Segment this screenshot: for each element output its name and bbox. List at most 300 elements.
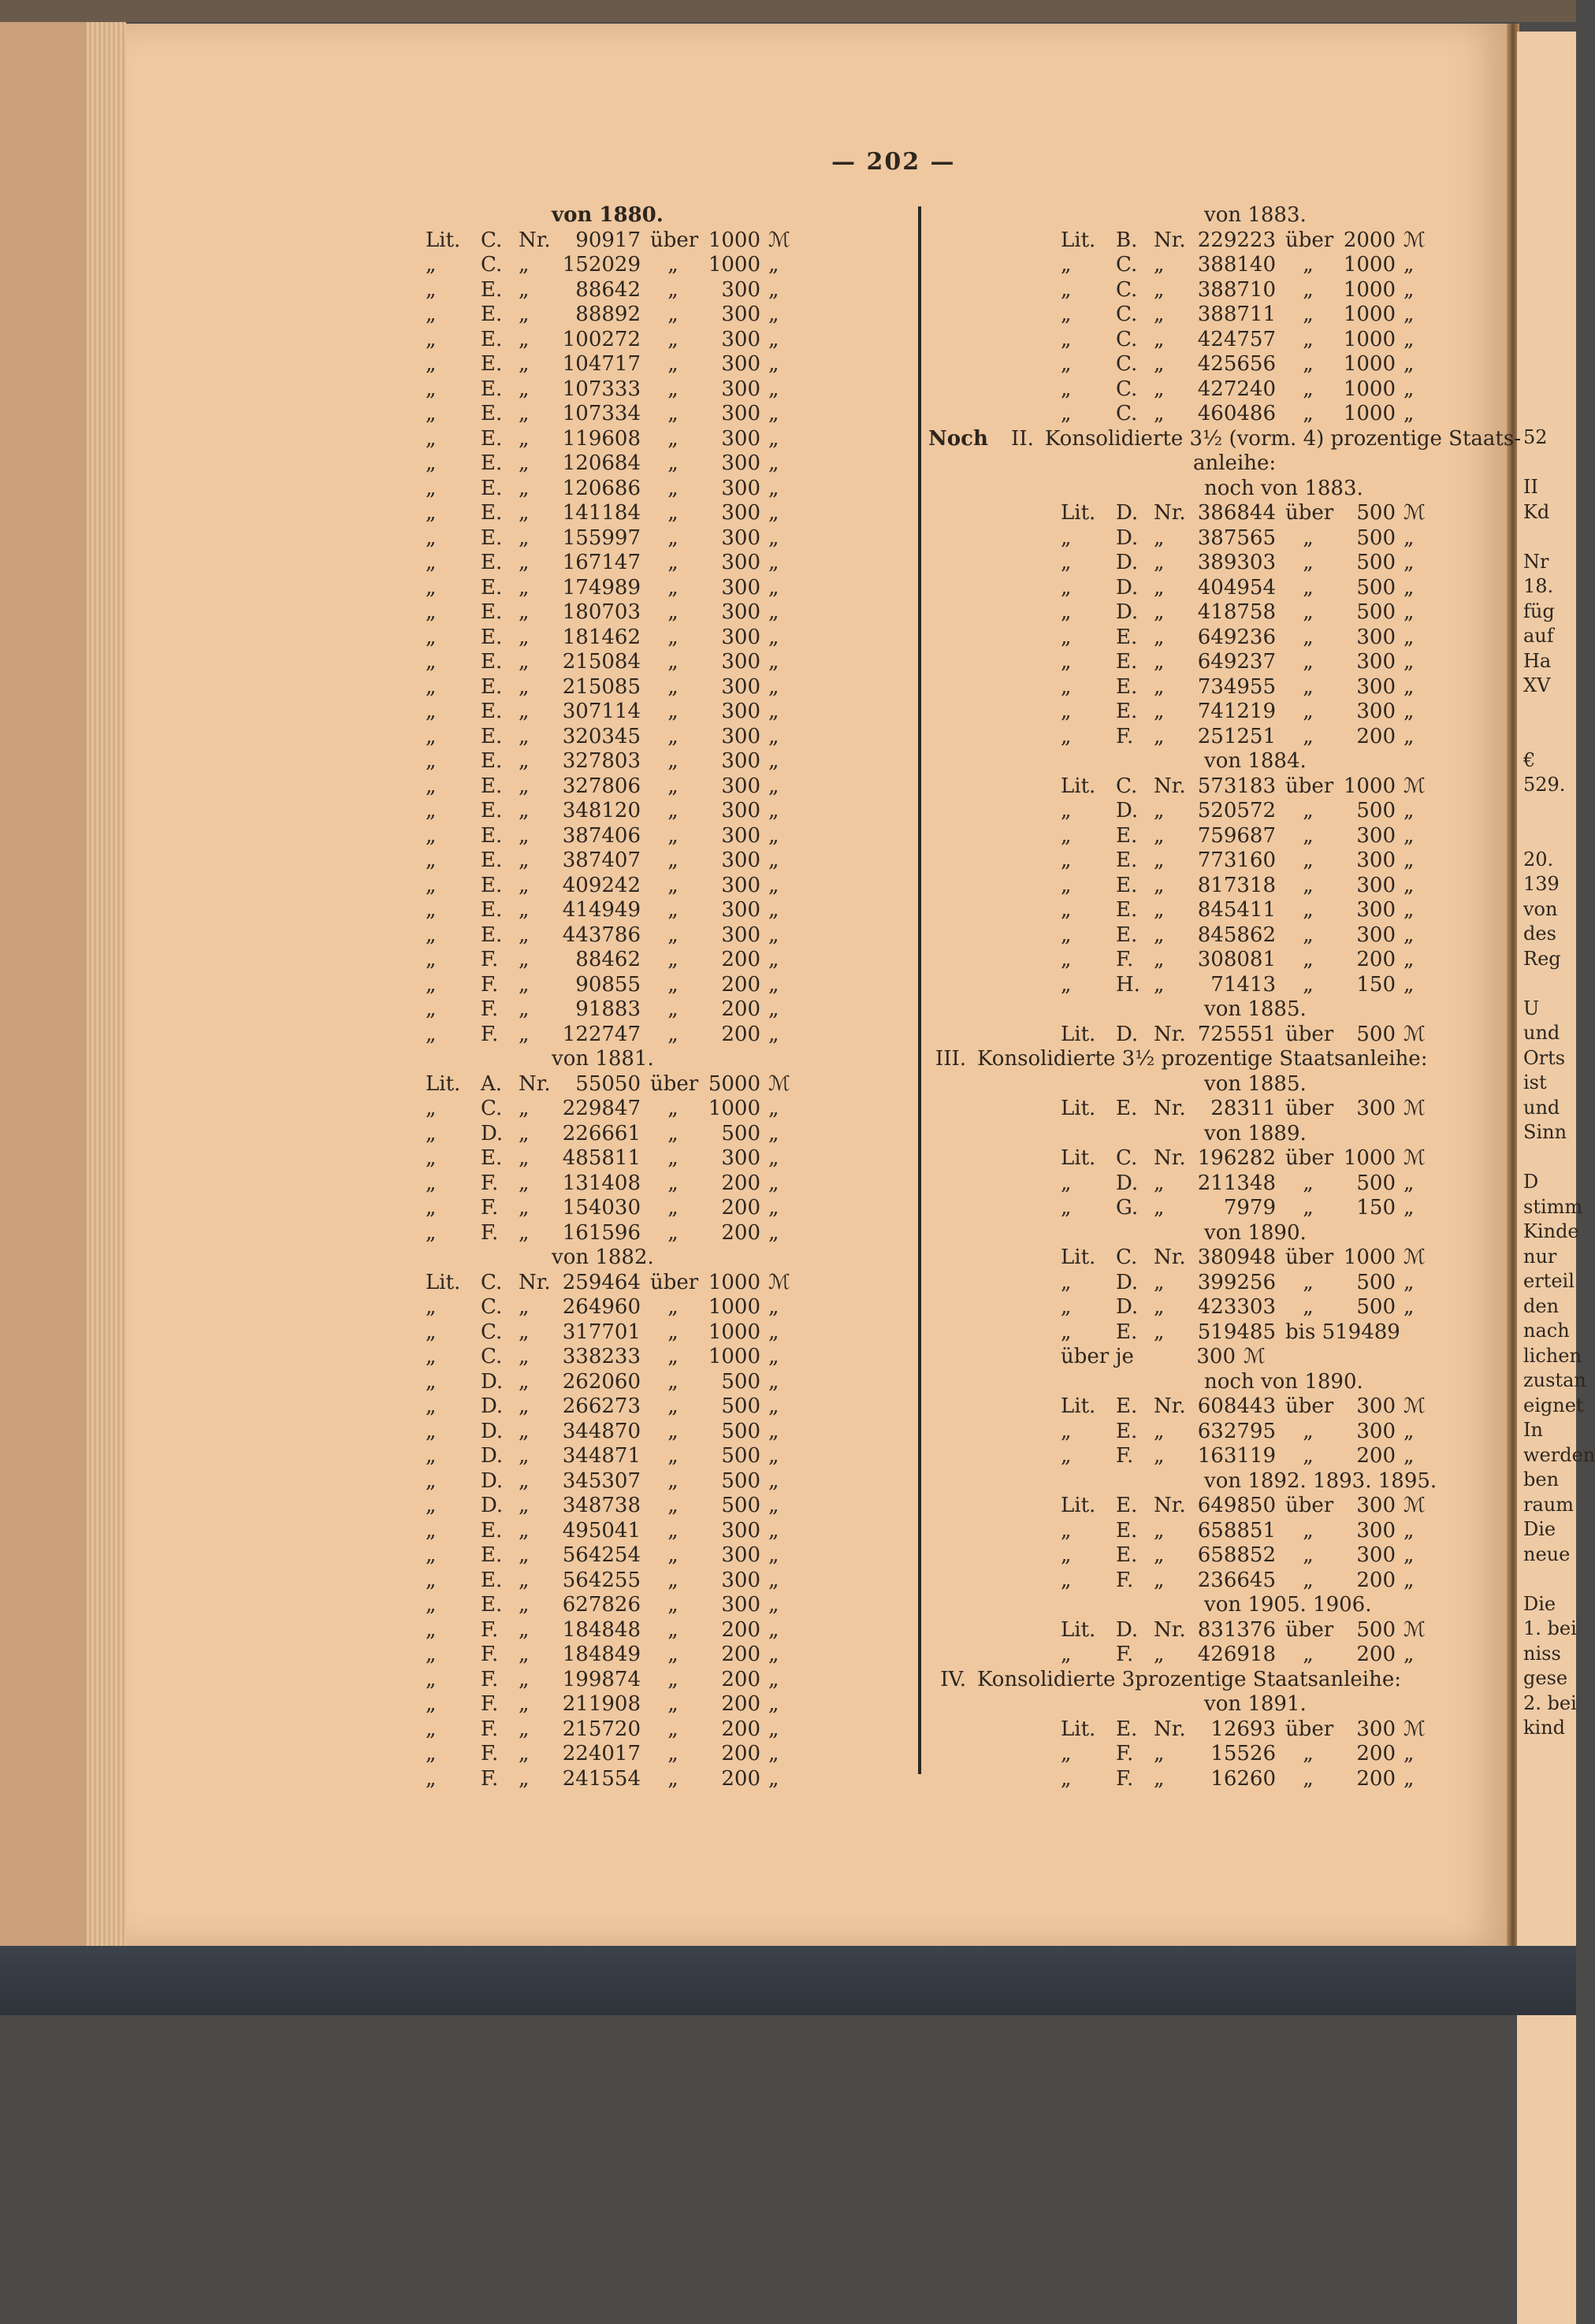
bond-cell: „ (1061, 1742, 1072, 1765)
bond-cell: Lit. (1061, 1097, 1096, 1120)
bond-cell: 229847 (562, 1097, 641, 1120)
bond-cell: „ (426, 700, 437, 723)
bond-cell: 500 (721, 1419, 760, 1443)
bond-row (928, 626, 1511, 651)
bond-cell: „ (426, 451, 437, 475)
bond-cell: F. (481, 1022, 499, 1046)
bond-row (426, 898, 898, 923)
next-page-text: Sinn (1523, 1121, 1567, 1143)
bond-cell: 181462 (562, 625, 641, 649)
bond-cell: „ (519, 1717, 530, 1741)
bond-cell: „ (519, 575, 530, 600)
bond-cell: 107334 (562, 402, 641, 425)
bond-cell: „ (768, 1717, 779, 1741)
bond-cell: Lit. (1061, 1494, 1096, 1517)
bond-cell: D. (1116, 551, 1139, 574)
bond-cell: E. (481, 426, 503, 451)
bond-cell: 485811 (562, 1146, 641, 1170)
bond-cell: „ (768, 1345, 779, 1368)
bond-cell: „ (1154, 674, 1165, 699)
bond-cell: „ (667, 402, 679, 425)
bond-cell: „ (1303, 303, 1314, 326)
bond-cell: 300 (721, 426, 760, 451)
bond-cell: „ (519, 972, 530, 997)
bond-cell: 1000 (1343, 1146, 1396, 1170)
bond-cell: „ (1404, 823, 1415, 848)
bond-cell: 200 (1356, 1766, 1396, 1791)
bond-cell: „ (1404, 1295, 1415, 1319)
bond-cell: Lit. (1061, 1617, 1096, 1642)
bond-cell: „ (426, 972, 437, 997)
bond-cell: 734955 (1197, 674, 1276, 699)
bond-cell: „ (1404, 873, 1415, 897)
bond-cell: F. (1116, 948, 1134, 971)
bond-row (426, 1370, 898, 1395)
bond-cell: E. (1116, 1097, 1138, 1120)
bond-cell: „ (1061, 253, 1072, 277)
bond-cell: „ (519, 1220, 530, 1245)
next-page-text: 529. (1523, 774, 1566, 796)
bond-row (928, 799, 1511, 824)
bond-row (928, 328, 1511, 353)
next-page-text: U (1523, 997, 1540, 1019)
bond-cell: „ (768, 1146, 779, 1170)
bond-cell: 649850 (1197, 1494, 1276, 1517)
bond-cell: 150 (1356, 972, 1396, 997)
bond-cell: „ (426, 1419, 437, 1443)
bond-cell: „ (1154, 1444, 1165, 1468)
bond-cell: „ (426, 1097, 437, 1120)
bond-cell: „ (1303, 923, 1314, 947)
bond-row (928, 948, 1511, 973)
bond-cell: 7979 (1223, 1196, 1276, 1220)
bond-cell: 264960 (562, 1295, 641, 1319)
bond-cell: „ (667, 1717, 679, 1741)
bond-cell: „ (667, 1766, 679, 1791)
bond-cell: Nr. (1154, 1394, 1186, 1418)
bond-cell: „ (1061, 873, 1072, 897)
bond-cell: D. (481, 1121, 504, 1145)
bond-cell: Lit. (1061, 228, 1096, 252)
bond-cell: „ (519, 1494, 530, 1517)
bond-row (426, 1023, 898, 1048)
bond-cell: „ (1303, 402, 1314, 425)
next-page-text (1517, 822, 1576, 848)
bond-cell: 300 (1356, 674, 1396, 699)
bond-cell: „ (667, 774, 679, 798)
bond-cell: G. (1116, 1196, 1139, 1220)
bond-cell: 28311 (1210, 1097, 1276, 1120)
bond-row (928, 278, 1511, 303)
bond-cell: „ (1303, 1295, 1314, 1319)
bond-cell: „ (519, 1692, 530, 1716)
next-page-text: 52 (1523, 426, 1548, 448)
bond-cell: „ (519, 1320, 530, 1344)
year-heading: von 1891. (1204, 1692, 1307, 1716)
bond-cell: 300 (1356, 1717, 1396, 1741)
bond-cell: E. (1116, 1320, 1138, 1344)
bond-cell: „ (667, 650, 679, 674)
bond-cell: E. (481, 476, 503, 500)
bond-cell: E. (481, 724, 503, 748)
bond-cell: „ (519, 1742, 530, 1765)
bond-cell: 500 (1356, 1617, 1396, 1642)
bond-cell: „ (519, 1518, 530, 1543)
bond-cell: „ (1061, 1419, 1072, 1443)
bond-row (426, 1767, 898, 1792)
next-page-text: von (1523, 897, 1558, 920)
bond-cell: „ (519, 848, 530, 872)
bond-cell: 200 (1356, 948, 1396, 971)
bond-cell: „ (519, 303, 530, 326)
bond-cell: „ (1404, 402, 1415, 425)
bond-cell: „ (768, 327, 779, 351)
bond-cell: Nr. (519, 228, 551, 252)
bond-cell: „ (1154, 377, 1165, 401)
bond-cell: E. (481, 1146, 503, 1170)
bond-cell: ℳ (1404, 1146, 1426, 1170)
bond-cell: „ (1061, 1295, 1072, 1319)
bond-cell: „ (1303, 525, 1314, 550)
bond-cell: ℳ (1404, 774, 1426, 798)
bond-cell: „ (426, 1171, 437, 1195)
bond-row (928, 1742, 1511, 1767)
bond-cell: 226661 (562, 1121, 641, 1145)
bond-row (928, 824, 1511, 849)
left-column (426, 203, 898, 1791)
year-heading: von 1880. (552, 203, 664, 227)
bond-cell: 500 (1356, 575, 1396, 600)
bond-cell: 15526 (1210, 1742, 1276, 1765)
bond-cell: „ (1303, 848, 1314, 872)
bond-cell: „ (667, 1345, 679, 1368)
bond-cell: „ (768, 724, 779, 748)
bond-cell: 200 (721, 948, 760, 971)
year-heading: von 1890. (1204, 1220, 1307, 1245)
bond-cell: 845411 (1197, 898, 1276, 922)
bond-cell: E. (1116, 625, 1138, 649)
next-page-text: XV (1523, 674, 1551, 696)
bond-cell: 632795 (1197, 1419, 1276, 1443)
bond-cell: 649237 (1197, 650, 1276, 674)
bond-cell: 104717 (562, 352, 641, 376)
bond-cell: E. (481, 749, 503, 773)
bond-cell: 520572 (1197, 799, 1276, 822)
bond-cell: 251251 (1197, 724, 1276, 748)
bond-row (426, 1097, 898, 1122)
bond-cell: „ (667, 1146, 679, 1170)
bond-cell: 211348 (1197, 1171, 1276, 1195)
bond-cell: 500 (1356, 1022, 1396, 1046)
bond-cell: „ (519, 426, 530, 451)
year-heading: von 1883. (1204, 203, 1307, 227)
bond-cell: 2000 (1343, 228, 1396, 252)
bond-cell: F. (481, 1717, 499, 1741)
bond-cell: „ (667, 303, 679, 326)
bond-row (928, 600, 1511, 626)
bond-cell: C. (1116, 1146, 1138, 1170)
bond-cell: E. (481, 774, 503, 798)
bond-row (426, 1742, 898, 1767)
bond-cell: „ (1303, 1543, 1314, 1567)
bond-cell: „ (426, 650, 437, 674)
bond-row (928, 700, 1511, 725)
bond-cell: 300 (721, 848, 760, 872)
bond-row (426, 501, 898, 526)
bond-cell: 500 (721, 1444, 760, 1468)
bond-row (928, 1146, 1511, 1171)
bond-cell: 1000 (1343, 1246, 1396, 1269)
bond-cell: „ (1404, 923, 1415, 947)
bond-cell: 215720 (562, 1717, 641, 1741)
section-heading (928, 1668, 1511, 1693)
bond-cell: „ (667, 700, 679, 723)
bond-cell: Lit. (1061, 1246, 1096, 1269)
bond-row (928, 1246, 1511, 1271)
bond-cell: 1000 (1343, 377, 1396, 401)
bond-cell: C. (1116, 277, 1138, 302)
bond-cell: „ (1061, 848, 1072, 872)
bond-cell: „ (1154, 600, 1165, 624)
bond-cell: „ (667, 848, 679, 872)
bond-cell: 300 (721, 501, 760, 525)
bond-cell: „ (1154, 303, 1165, 326)
bond-cell: „ (1404, 799, 1415, 822)
bond-cell: F. (1116, 1643, 1134, 1666)
bond-cell: „ (519, 551, 530, 574)
bond-cell: C. (1116, 377, 1138, 401)
bond-cell: 423303 (1197, 1295, 1276, 1319)
bond-cell: „ (1154, 848, 1165, 872)
bond-cell: F. (481, 1220, 499, 1245)
bond-cell: „ (768, 1097, 779, 1120)
bond-cell: „ (1303, 948, 1314, 971)
bond-cell: „ (519, 650, 530, 674)
bond-cell: 154030 (562, 1196, 641, 1220)
bond-row (928, 253, 1511, 278)
bond-cell: „ (519, 1543, 530, 1567)
bond-cell: über je (1061, 1345, 1134, 1368)
bond-cell: E. (1116, 1717, 1138, 1741)
bond-row (426, 228, 898, 254)
next-page-text: den (1523, 1294, 1560, 1317)
bond-cell: E. (481, 873, 503, 897)
bond-cell: 418758 (1197, 600, 1276, 624)
bond-row (426, 477, 898, 502)
bond-cell: Nr. (1154, 1146, 1186, 1170)
bond-cell: „ (1154, 948, 1165, 971)
bond-row (426, 526, 898, 551)
bond-cell: „ (1404, 551, 1415, 574)
next-page-text: 139 (1523, 873, 1560, 895)
bond-cell: E. (1116, 823, 1138, 848)
bond-cell: 300 (721, 1518, 760, 1543)
desk-top (0, 0, 1576, 22)
bond-cell: E. (1116, 1494, 1138, 1517)
bond-cell: Lit. (1061, 501, 1096, 525)
bond-row (426, 725, 898, 750)
bond-row (928, 551, 1511, 576)
bond-row (928, 1494, 1511, 1519)
book-edge-left (0, 22, 126, 1946)
next-page-text: 1. bei (1523, 1617, 1577, 1639)
bond-cell: „ (426, 1320, 437, 1344)
bond-cell: E. (481, 575, 503, 600)
bond-cell: 399256 (1197, 1270, 1276, 1294)
bond-cell: E. (481, 823, 503, 848)
bond-cell: 300 (721, 625, 760, 649)
bond-cell: D. (1116, 575, 1139, 600)
bond-cell: „ (1303, 972, 1314, 997)
next-page-text (1517, 971, 1576, 997)
bond-cell: „ (768, 352, 779, 376)
bond-cell: D. (1116, 600, 1139, 624)
bond-cell: 300 (721, 451, 760, 475)
bond-row (426, 1295, 898, 1320)
bond-cell: „ (1303, 873, 1314, 897)
bond-cell: 307114 (562, 700, 641, 723)
bond-row (426, 1692, 898, 1717)
bond-row (426, 1320, 898, 1346)
bond-cell: 564254 (562, 1543, 641, 1567)
bond-cell: 386844 (1197, 501, 1276, 525)
bond-cell: „ (768, 1369, 779, 1394)
bond-cell: „ (426, 1643, 437, 1666)
bond-cell: E. (1116, 848, 1138, 872)
bond-row (426, 824, 898, 849)
bond-row (426, 1717, 898, 1743)
bond-cell: D. (1116, 501, 1139, 525)
bond-cell: 404954 (1197, 575, 1276, 600)
bond-cell: 300 (721, 377, 760, 401)
bond-row (426, 1146, 898, 1171)
bond-cell: 300 (721, 823, 760, 848)
bond-cell: „ (426, 898, 437, 922)
bond-cell: „ (768, 1617, 779, 1642)
bond-row (426, 626, 898, 651)
bond-cell: 91883 (575, 997, 641, 1021)
bond-cell: 500 (1356, 551, 1396, 574)
bond-cell: E. (1116, 674, 1138, 699)
bond-cell: „ (768, 997, 779, 1021)
bond-cell: „ (667, 1196, 679, 1220)
bond-row (928, 1271, 1511, 1296)
bond-cell: Lit. (426, 1071, 461, 1096)
bond-cell: „ (519, 898, 530, 922)
bond-cell: „ (768, 625, 779, 649)
bond-cell: 300 (721, 327, 760, 351)
bond-cell: 519485 (1197, 1320, 1276, 1344)
bond-cell: „ (667, 1593, 679, 1617)
bond-cell: E. (1116, 1543, 1138, 1567)
bond-cell: 300 (1356, 923, 1396, 947)
bond-row (426, 1593, 898, 1618)
bond-cell: C. (1116, 327, 1138, 351)
bond-cell: „ (667, 501, 679, 525)
bond-row (426, 973, 898, 998)
bond-cell: 500 (1356, 799, 1396, 822)
next-page-text: füg (1523, 600, 1555, 622)
bond-cell: Nr. (1154, 1022, 1186, 1046)
bond-cell: 199874 (562, 1667, 641, 1691)
bond-row (426, 1122, 898, 1147)
bond-cell: „ (667, 1320, 679, 1344)
bond-cell: „ (426, 1518, 437, 1543)
bond-cell: Lit. (426, 228, 461, 252)
bond-cell: 196282 (1197, 1146, 1276, 1170)
bond-cell: „ (426, 1295, 437, 1319)
next-page-text: neue (1523, 1543, 1571, 1565)
bond-cell: 344870 (562, 1419, 641, 1443)
bond-cell: „ (519, 724, 530, 748)
bond-row (928, 973, 1511, 998)
bond-cell: „ (1404, 1171, 1415, 1195)
next-page-text: kind (1523, 1717, 1566, 1739)
bond-cell: „ (1154, 823, 1165, 848)
bond-cell: „ (519, 402, 530, 425)
bond-cell: ℳ (1404, 1022, 1426, 1046)
bond-row (928, 526, 1511, 551)
bond-cell: 500 (721, 1369, 760, 1394)
bond-row (928, 576, 1511, 601)
bond-cell: „ (768, 923, 779, 947)
bond-cell: „ (519, 1643, 530, 1666)
bond-cell: „ (768, 402, 779, 425)
next-page-text: niss (1523, 1642, 1561, 1665)
bond-cell: 338233 (562, 1345, 641, 1368)
bond-cell: „ (768, 1568, 779, 1592)
bond-cell: 1000 (1343, 774, 1396, 798)
bond-cell: über (650, 228, 699, 252)
bond-cell: „ (1154, 1171, 1165, 1195)
bond-cell: C. (1116, 774, 1138, 798)
bond-cell: „ (768, 1766, 779, 1791)
bond-cell: „ (1404, 525, 1415, 550)
next-page-text: 2. bei (1523, 1691, 1577, 1714)
bond-cell: „ (768, 1171, 779, 1195)
bond-cell: 184848 (562, 1617, 641, 1642)
bond-cell: 215085 (562, 674, 641, 699)
bond-cell: „ (1154, 873, 1165, 897)
bond-cell: ℳ (1404, 501, 1426, 525)
bond-cell: „ (667, 674, 679, 699)
next-page-text: zustan (1523, 1369, 1586, 1391)
bond-cell: „ (1154, 972, 1165, 997)
bond-cell: 236645 (1197, 1568, 1276, 1592)
bond-cell: „ (519, 997, 530, 1021)
bond-cell: 300 (721, 1146, 760, 1170)
bond-cell: 1000 (1343, 352, 1396, 376)
bond-cell: „ (1404, 650, 1415, 674)
bond-cell: „ (768, 948, 779, 971)
bond-cell: „ (1404, 600, 1415, 624)
bond-cell: 200 (721, 1220, 760, 1245)
bond-cell: 345307 (562, 1468, 641, 1493)
bond-cell: „ (768, 1643, 779, 1666)
bond-cell: „ (426, 1543, 437, 1567)
next-page-text: auf (1523, 625, 1554, 647)
next-page-text: Ha (1523, 649, 1552, 672)
bond-cell: „ (768, 1543, 779, 1567)
bond-cell: 300 (721, 873, 760, 897)
bond-row (426, 1171, 898, 1197)
bond-cell: „ (426, 1369, 437, 1394)
section-heading (928, 426, 1521, 452)
bond-cell: „ (768, 451, 779, 475)
bond-cell: „ (1303, 1196, 1314, 1220)
bond-cell: Nr. (1154, 1097, 1186, 1120)
bond-cell: 300 (721, 1568, 760, 1592)
